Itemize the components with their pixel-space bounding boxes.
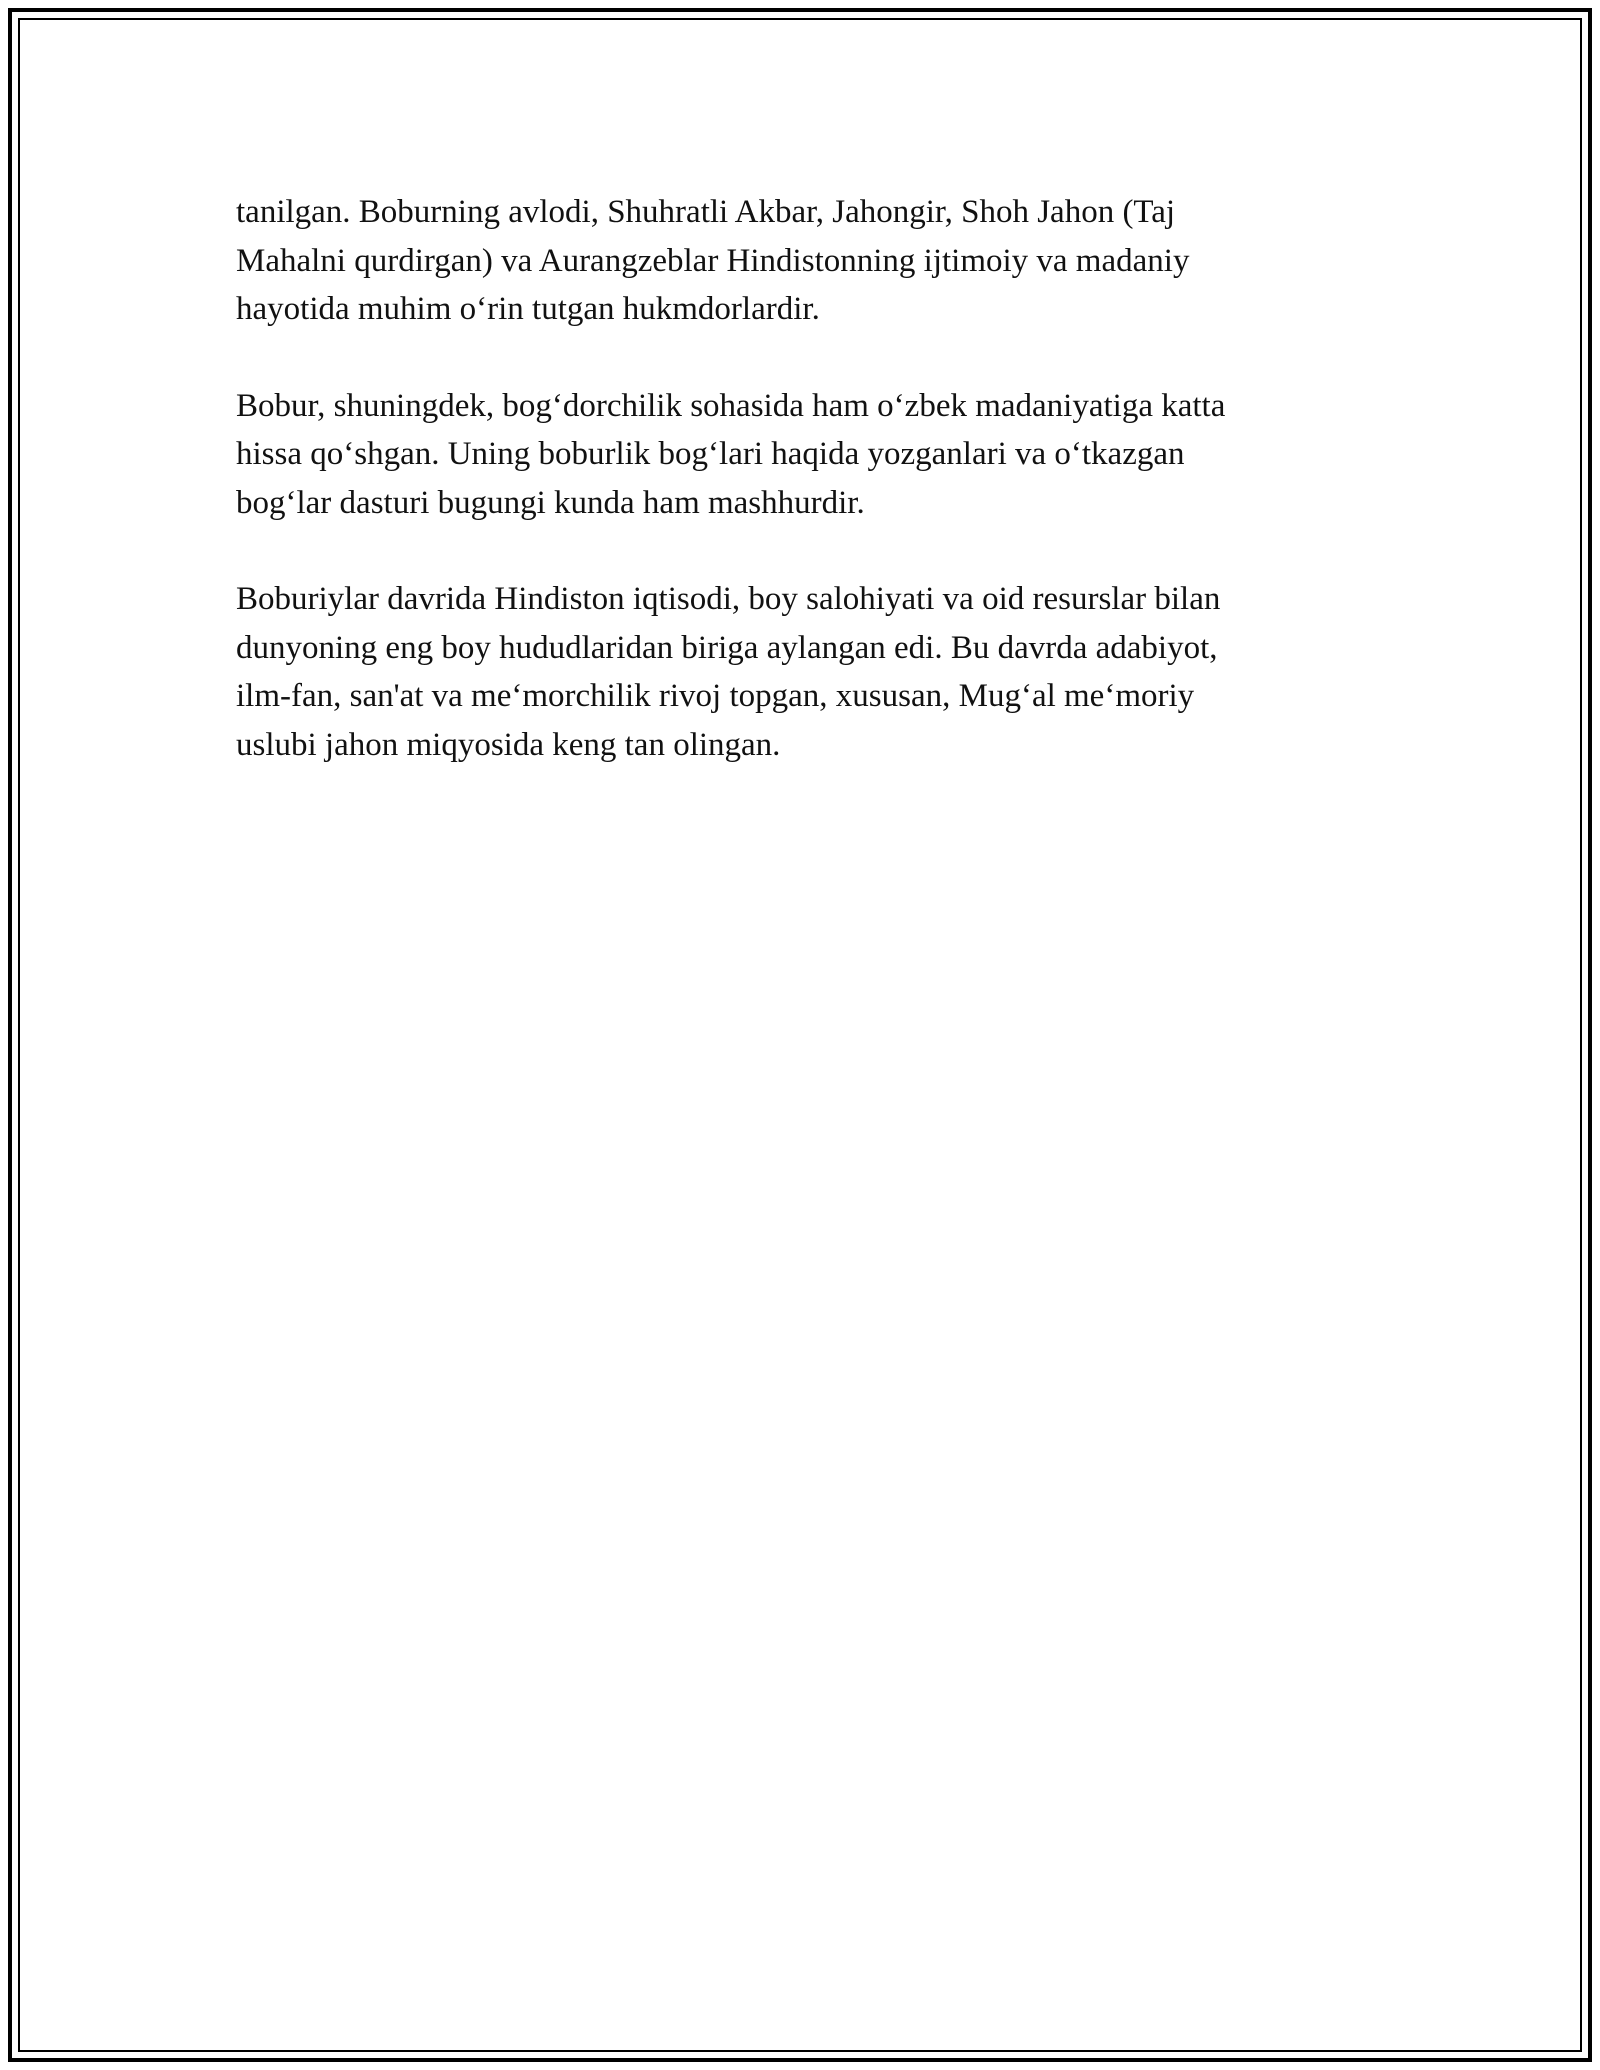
document-body xyxy=(236,188,1376,817)
text-line: bog‘lar dasturi bugungi kunda ham mashhurdir. xyxy=(236,484,865,521)
text-line: tanilgan. Boburning avlodi, Shuhratli Akbar, Jahongir, Shoh Jahon (Taj xyxy=(236,194,1176,230)
text-line: Boburiylar davrida Hindiston iqtisodi, boy salohiyati va oid resurslar bilan xyxy=(236,581,1221,617)
text-line: hayotida muhim o‘rin tutgan hukmdorlardir. xyxy=(236,291,820,327)
text-line: uslubi jahon miqyosida keng tan olingan. xyxy=(236,726,781,763)
text-line: Bobur, shuningdek, bog‘dorchilik sohasida ham o‘zbek madaniyatiga katta xyxy=(236,387,1226,424)
text-line: ilm-fan, san'at va me‘morchilik rivoj topgan, xususan, Mug‘al me‘moriy xyxy=(236,678,1195,714)
text-line: Mahalni qurdirgan) va Aurangzeblar Hindistonning ijtimoiy va madaniy xyxy=(236,242,1190,279)
paragraph-1 xyxy=(236,188,1376,334)
text-line: dunyoning eng boy hududlaridan biriga aylangan edi. Bu davrda adabiyot, xyxy=(236,629,1218,666)
paragraph-3 xyxy=(236,575,1376,769)
text-line: hissa qo‘shgan. Uning boburlik bog‘lari haqida yozganlari va o‘tkazgan xyxy=(236,436,1185,472)
paragraph-2 xyxy=(236,382,1376,528)
